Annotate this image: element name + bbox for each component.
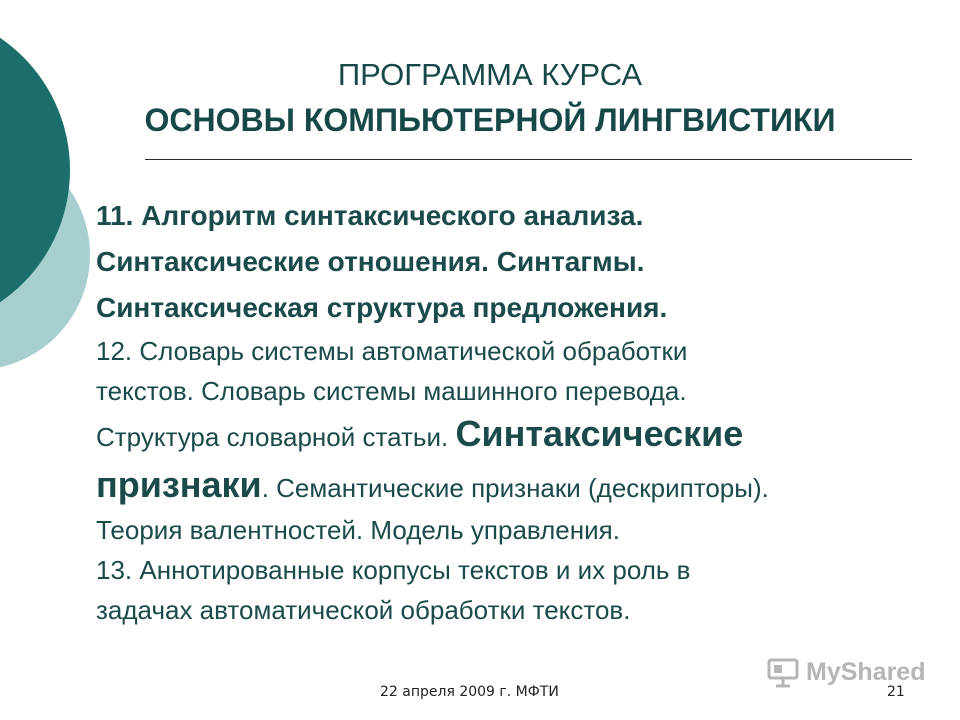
body-line-6 bbox=[96, 411, 926, 462]
body-line-4: 12. Словарь системы автоматической обработки bbox=[96, 336, 688, 366]
body-line-1: 11. Алгоритм синтаксического анализа. bbox=[96, 200, 644, 231]
body-line-5: текстов. Словарь системы машинного перевода. bbox=[96, 376, 687, 406]
body-line-8: Теория валентностей. Модель управления. bbox=[96, 515, 620, 545]
slide-title-line-1: ПРОГРАММА КУРСА bbox=[337, 57, 643, 92]
title-divider bbox=[145, 159, 912, 160]
body-line-6b: Синтаксические bbox=[455, 413, 744, 454]
watermark-text: MyShared bbox=[806, 657, 926, 686]
body-line-6a: Структура словарной статьи. bbox=[96, 422, 449, 452]
footer-date: 22 апреля 2009 г. МФТИ bbox=[380, 684, 559, 700]
page-number: 21 bbox=[887, 684, 905, 700]
body-line-9: 13. Аннотированные корпусы текстов и их роль в bbox=[96, 555, 691, 585]
body-line-3: Синтаксическая структура предложения. bbox=[96, 292, 668, 323]
slide-title-line-2: ОСНОВЫ КОМПЬЮТЕРНОЙ ЛИНГВИСТИКИ bbox=[144, 102, 836, 138]
body-line-7 bbox=[96, 462, 926, 510]
body-line-10: задачах автоматической обработки текстов. bbox=[96, 595, 631, 625]
presentation-icon bbox=[766, 655, 800, 689]
slide-body bbox=[96, 193, 926, 630]
body-line-2: Синтаксические отношения. Синтагмы. bbox=[96, 246, 645, 277]
body-line-7b: . Семантические признаки (дескрипторы). bbox=[261, 473, 769, 503]
body-line-7a: признаки bbox=[96, 464, 262, 505]
